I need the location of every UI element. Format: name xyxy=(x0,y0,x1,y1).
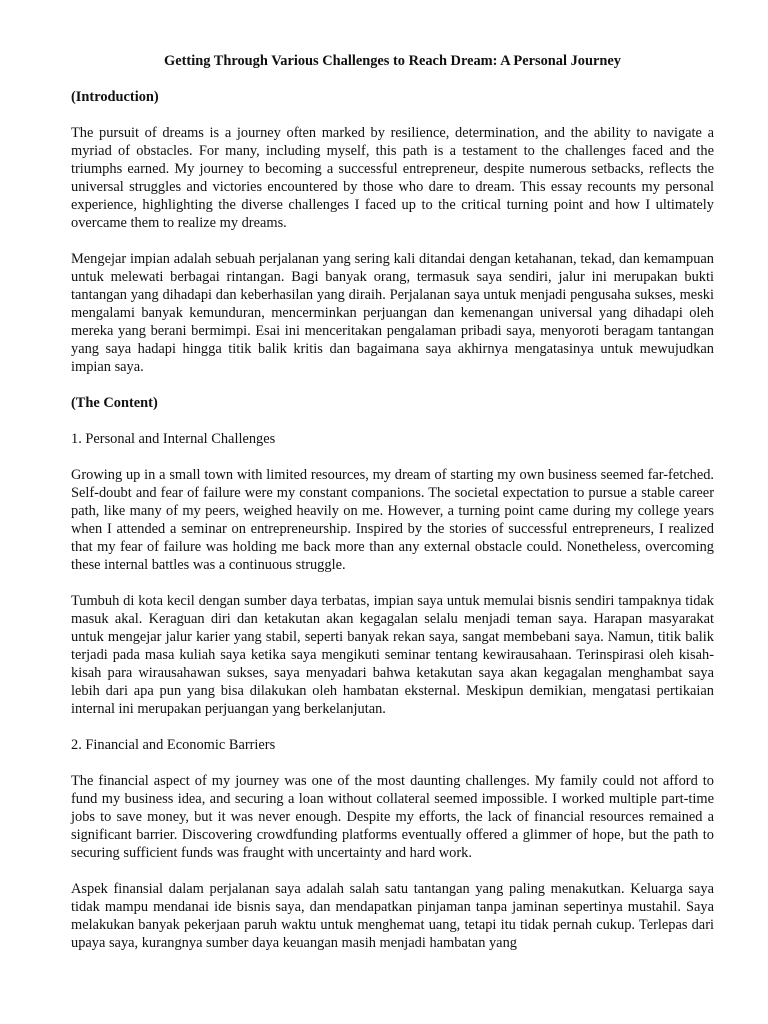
section1-heading: 1. Personal and Internal Challenges xyxy=(71,431,276,447)
intro-paragraph-english: The pursuit of dreams is a journey often marked by resilience, determination, and the ability to navigate a myriad of obstacles. For many, including myself, this path is a testament to the challenges faced and the triumphs earned. My journey to becoming a successful entrepreneur, despite numerous setbacks, reflects the universal struggles and victories encountered by those who dare to dream. This essay recounts my personal experience, highlighting the diverse challenges I faced up to the critical turning point and how I ultimately overcame them to realize my dreams. xyxy=(71,125,714,231)
section2-paragraph-english: The financial aspect of my journey was one of the most daunting challenges. My family could not afford to fund my business idea, and securing a loan without collateral seemed impossible. I worked multiple part-time jobs to save money, but it was never enough. Despite my efforts, the lack of financial resources remained a significant barrier. Discovering crowdfunding platforms eventually offered a glimmer of hope, but the path to securing sufficient funds was fraught with uncertainty and hard work. xyxy=(71,773,714,861)
intro-paragraph-indonesian: Mengejar impian adalah sebuah perjalanan yang sering kali ditandai dengan ketahanan, tekad, dan kemampuan untuk melewati berbagai rintangan. Bagi banyak orang, termasuk saya sendiri, jalur ini merupakan bukti tantangan yang dihadapi dan keberhasilan yang diraih. Perjalanan saya untuk menjadi pengusaha sukses, meski mengalami banyak kemunduran, mencerminkan perjuangan dan kemenangan universal yang dihadapi oleh mereka yang berani bermimpi. Esai ini menceritakan pengalaman pribadi saya, menyoroti beragam tantangan yang saya hadapi hingga titik balik kritis dan bagaimana saya akhirnya mengatasinya untuk mewujudkan impian saya. xyxy=(71,251,714,375)
introduction-heading: (Introduction) xyxy=(71,89,159,105)
content-heading: (The Content) xyxy=(71,395,158,411)
section2-paragraph-indonesian: Aspek finansial dalam perjalanan saya adalah salah satu tantangan yang paling menakutkan. Keluarga saya tidak mampu mendanai ide bisnis saya, dan mendapatkan pinjaman tanpa jaminan sepertinya mustahil. Saya melakukan banyak pekerjaan paruh waktu untuk menghemat uang, tetapi itu tidak pernah cukup. Terlepas dari upaya saya, kurangnya sumber daya keuangan masih menjadi hambatan yang xyxy=(71,881,714,951)
document-page xyxy=(71,52,714,970)
section2-heading: 2. Financial and Economic Barriers xyxy=(71,737,276,753)
section1-paragraph-english: Growing up in a small town with limited resources, my dream of starting my own business seemed far-fetched. Self-doubt and fear of failure were my constant companions. The societal expectation to pursue a stable career path, like many of my peers, weighed heavily on me. However, a turning point came during my college years when I attended a seminar on entrepreneurship. Inspired by the stories of successful entrepreneurs, I realized that my fear of failure was holding me back more than any external obstacle could. Nonetheless, overcoming these internal battles was a continuous struggle. xyxy=(71,467,714,573)
document-title: Getting Through Various Challenges to Reach Dream: A Personal Journey xyxy=(164,53,621,69)
section1-paragraph-indonesian: Tumbuh di kota kecil dengan sumber daya terbatas, impian saya untuk memulai bisnis sendiri tampaknya tidak masuk akal. Keraguan diri dan ketakutan akan kegagalan selalu menjadi teman saya. Harapan masyarakat untuk mengejar jalur karier yang stabil, seperti banyak rekan saya, sangat membebani saya. Namun, titik balik terjadi pada masa kuliah saya ketika saya mengikuti seminar tentang kewirausahaan. Terinspirasi oleh kisah-kisah para wirausahawan sukses, saya menyadari bahwa ketakutan saya akan kegagalan menghambat saya lebih dari apa pun yang bisa dilakukan oleh hambatan eksternal. Meskipun demikian, mengatasi pertikaian internal ini merupakan perjuangan yang berkelanjutan. xyxy=(71,593,714,717)
